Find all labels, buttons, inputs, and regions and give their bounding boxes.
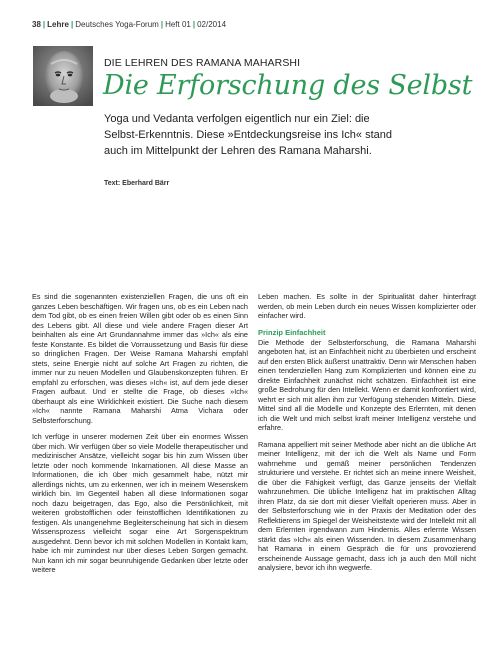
page-number: 38 (32, 20, 41, 29)
section-subhead: Prinzip Einfachheit (258, 327, 326, 337)
article-title: Die Erforschung des Selbst (103, 70, 473, 101)
issue-date: 02/2014 (197, 20, 227, 29)
lead-line: Yoga und Vedanta verfolgen eigentlich nur ein Ziel: die (104, 113, 370, 125)
running-header: 38 | Lehre | Deutsches Yoga-Forum | Heft 01 | 02/2014 (32, 20, 227, 29)
body-paragraph: Ramana appelliert mit seiner Methode aber nicht an die übliche Art meiner Intelligenz, mit der ich die Welt als Name und Form wahrnehme und gemäß meiner persönlichen Tendenzen strukturiere und verstehe. Er richtet sich an meine innere Weisheit, die über die Fähigkeit verfügt, das Ganze jenseits der Vielfalt wahrzunehmen. Die übliche Intelligenz hat im praktischen Alltag ihren Platz, da sie dort mit dieser Vielfalt operieren muss. Aber in der Selbsterforschung wie in der Praxis der Meditation oder des Reflektierens im Spiegel der Weisheitstexte wird der Intellekt mit all dem Erlernten irgendwann zum Hindernis. Alles erlernte Wissen stärkt das »Ich« als einen Wissenden. In diesem Zusammenhang hat Ramana in einem Gespräch die für uns provozierend erscheinende Aussage gemacht, dass ich ja auch den Müll nicht analysiere, bevor ich ihn wegwerfe. (258, 439, 476, 572)
body-paragraph: Ich verfüge in unserer modernen Zeit über ein enormes Wissen über mich. Wir verfügen über so viele Modelle therapeutischer und medizinischer Ansätze, vielleicht sogar bis hin zum Wissen über letzte oder noch kommende Inkarnationen. All diese Masse an Informationen, die ich über mich gesammelt habe, nützt mir allerdings nichts, um zu erkennen, wer ich in meinem Wesenskern wirklich bin. Im Gegenteil haben all diese Informationen sogar noch dazu beigetragen, das Ego, also die Persönlichkeit, mit weiteren grobstofflichen oder feinstofflichen Identifikationen zu festigen. Als unangenehme Begleiterscheinung hat sich in diesem Wissensprozess vielleicht sogar eine Art Sorgenspektrum ausgedehnt. Denn bevor ich mit solchen Modellen in Kontakt kam, habe ich mir zumindest nur über dieses Leben Sorgen gemacht. Nun kann ich mir sogar beunruhigende Gedanken über letzte oder weitere (32, 432, 248, 574)
body-paragraph: Die Methode der Selbsterforschung, die Ramana Maharshi angeboten hat, ist an Einfachheit nicht zu überbieten und erscheint auf den ersten Blick äußerst unattraktiv. Denn wir Menschen haben einen tendenziellen Hang zum Komplizierten und können eine zu direkte Einfachheit zunächst nicht schätzen. Einfachheit ist eine große Bedrohung für den Intellekt. Wenn er damit konfrontiert wird, wehrt er sich mit allen ihm zur Verfügung stehenden Mitteln. Diese Mittel sind all die Modelle und Konzepte des Erlernten, mit denen ich die Welt und mich selbst kraft meiner Intelligenz verstehe und erfahre. (258, 337, 476, 432)
section-name: Lehre (47, 20, 69, 29)
lead-line: Selbst-Erkenntnis. Diese »Entdeckungsreise ins Ich« stand (104, 129, 392, 141)
body-paragraph: Leben machen. Es sollte in der Spiritualität daher hinterfragt werden, ob mein Leben durch ein neues Wissen komplizierter oder einfacher wird. (258, 292, 476, 320)
publication-name: Deutsches Yoga-Forum (75, 20, 159, 29)
portrait-photo (33, 46, 93, 106)
author-byline: Text: Eberhard Bärr (104, 180, 170, 187)
issue-number: Heft 01 (165, 20, 191, 29)
body-paragraph: Es sind die sogenannten existenziellen Fragen, die uns oft ein ganzes Leben beschäftigen. Wir fragen uns, ob es ein Leben nach dem Tod gibt, ob es einen freien Willen gibt oder ob es einen Sinn des Lebens gibt. All diese und viele andere Fragen dieser Art beinhalten als eine Art Grundannahme immer das »Ich« als eine feste Konstante. Es bildet die Vorraussetzung und Basis für diese so dringlichen Fragen. Der Weise Ramana Maharshi empfahl stets, seine Energie nicht auf solche Art Fragen zu richten, die immer nur zu neuen Modellen und Glaubenskonzepten führen. Er empfahl zu erforschen, was dieses »Ich« ist, auf dem jede dieser Fragen aufbaut. Und er stellte die Frage, ob dieses »Ich« überhaupt als eine Wirklichkeit existiert. Die Suche nach diesem »Ich« nannte Ramana Maharshi Atma Vichara oder Selbsterforschung. (32, 292, 248, 425)
article-lead (104, 111, 479, 159)
body-column-right (258, 292, 476, 580)
lead-line: auch im Mittelpunkt der Lehren des Ramana Maharshi. (104, 145, 372, 157)
article-kicker: DIE LEHREN DES RAMANA MAHARSHI (104, 57, 301, 69)
body-column-left (32, 292, 248, 582)
